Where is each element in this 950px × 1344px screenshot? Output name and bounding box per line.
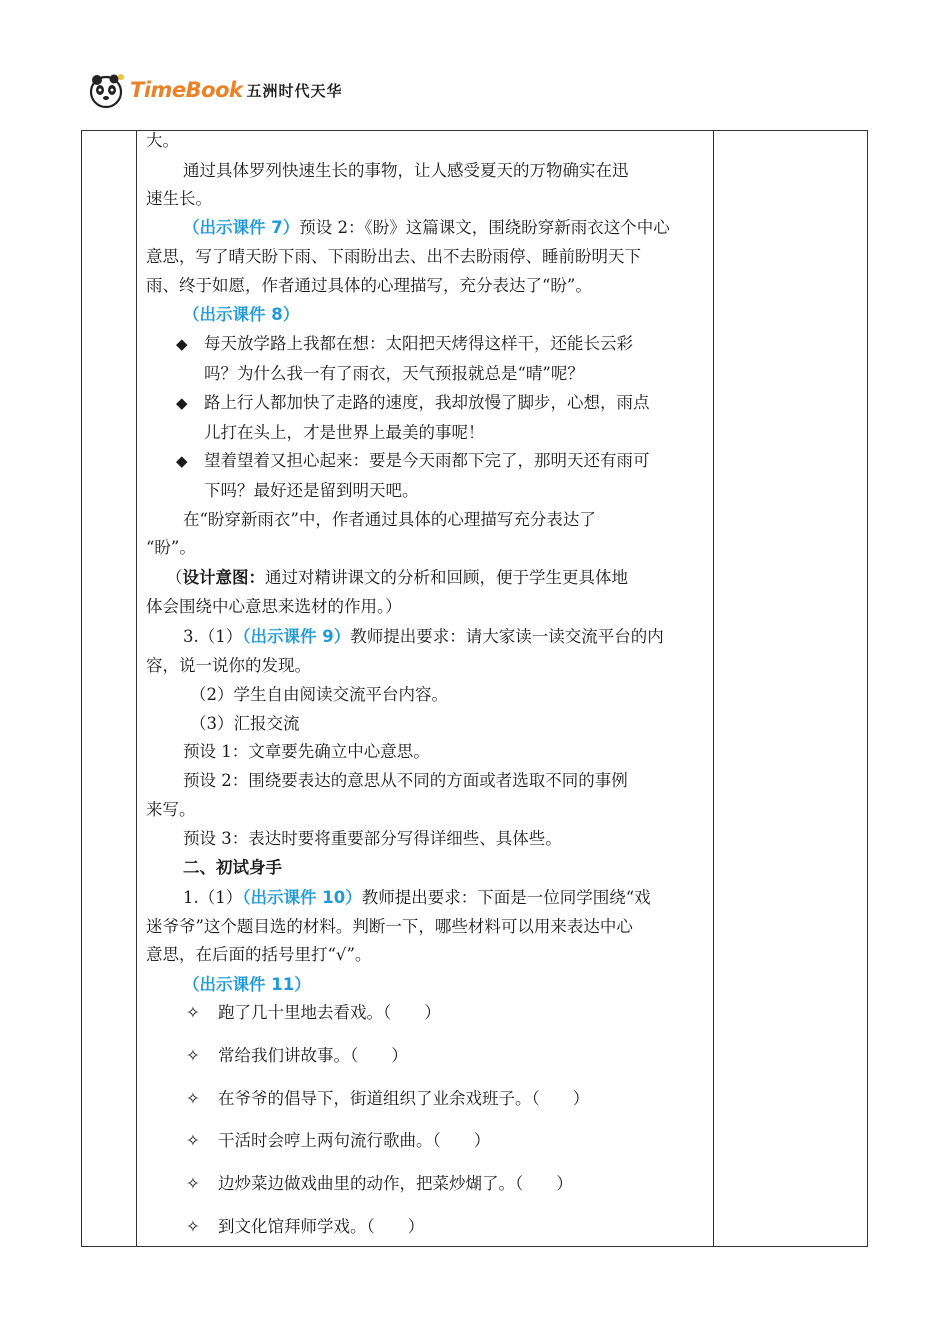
table-column-divider [136,131,137,1246]
text-line: 预设 2：围绕要表达的意思从不同的方面或者选取不同的事例 [183,771,628,790]
text-line: 1.（1）（出示课件 10）教师提出要求：下面是一位同学围绕“戏 [183,888,651,907]
brand-name: TimeBook [130,78,243,102]
courseware-tag: （出示课件 7） [183,218,300,237]
text-line [146,300,743,330]
text-line [146,970,743,1000]
list-item: ◆ 望着望着又担心起来：要是今天雨都下完了，那明天还有雨可 下吗？最好还是留到明天吧。 [176,446,706,506]
panda-logo-icon [88,71,126,109]
sparkle-bullet-icon: ✧ [186,1217,200,1236]
courseware-tag: （出示课件 8） [183,305,300,324]
option-item: ✧ 跑了几十里地去看戏。（ ） [186,998,441,1028]
text-line: 容，说一说你的发现。 [146,656,311,675]
section-heading: 二、初试身手 [183,858,282,877]
sparkle-bullet-icon: ✧ [186,1131,200,1150]
text-line: 体会围绕中心意思来选材的作用。） [146,597,402,616]
text-line: 意思，写了晴天盼下雨、下雨盼出去、出不去盼雨停、睡前盼明天下 [146,247,641,266]
option-item: ✧ 常给我们讲故事。（ ） [186,1041,408,1071]
brand-name-cn: 五洲时代天华 [246,81,343,100]
text-line: （设计意图：通过对精讲课文的分析和回顾，便于学生更具体地 [166,568,628,587]
text-line: 3.（1）（出示课件 9）教师提出要求：请大家读一读交流平台的内 [183,627,664,646]
text-line: 通过具体罗列快速生长的事物，让人感受夏天的万物确实在迅 [183,161,629,180]
text-line: 在“盼穿新雨衣”中，作者通过具体的心理描写充分表达了 [183,510,596,529]
list-item: ◆ 路上行人都加快了走路的速度，我却放慢了脚步，心想，雨点 儿打在头上，才是世界上最美的事呢！ [176,388,706,448]
text-line: 来写。 [146,800,196,819]
text-line: 雨、终于如愿，作者通过具体的心理描写，充分表达了“盼”。 [146,276,592,295]
option-item: ✧ 在爷爷的倡导下，街道组织了业余戏班子。（ ） [186,1084,589,1114]
text-line: 意思，在后面的括号里打“√”。 [146,945,372,964]
diamond-bullet-icon: ◆ [176,335,188,353]
list-item: ◆ 每天放学路上我都在想：太阳把天烤得这样干，还能长云彩 吗？为什么我一有了雨衣，天气预报就总是“晴”呢？ [176,329,706,389]
diamond-bullet-icon: ◆ [176,452,188,470]
courseware-tag: （出示课件 10） [242,888,362,907]
option-item: ✧ 干活时会哼上两句流行歌曲。（ ） [186,1126,490,1156]
sparkle-bullet-icon: ✧ [186,1174,200,1193]
courseware-tag: （出示课件 11） [183,975,311,994]
diamond-bullet-icon: ◆ [176,394,188,412]
sparkle-bullet-icon: ✧ [186,1089,200,1108]
text-line: 速生长。 [146,189,212,208]
option-item: ✧ 边炒菜边做戏曲里的动作，把菜炒煳了。（ ） [186,1169,573,1199]
sparkle-bullet-icon: ✧ [186,1046,200,1065]
option-item: ✧ 到文化馆拜师学戏。（ ） [186,1212,424,1242]
design-intent-label: 设计意图： [182,568,265,587]
text-line: 迷爷爷”这个题目选的材料。判断一下，哪些材料可以用来表达中心 [146,917,633,936]
text-line: （3）汇报交流 [190,714,300,733]
brand-logo [88,68,343,112]
text-line: “盼”。 [146,538,196,557]
text-line: 预设 3：表达时要将重要部分写得详细些、具体些。 [183,829,562,848]
courseware-tag: （出示课件 9） [242,627,351,646]
text-line: 预设 1：文章要先确立中心意思。 [183,742,430,761]
text-line: （出示课件 7）预设 2：《盼》这篇课文，围绕盼穿新雨衣这个中心 [183,218,670,237]
text-line: 大。 [146,131,179,150]
sparkle-bullet-icon: ✧ [186,1003,200,1022]
text-line: （2）学生自由阅读交流平台内容。 [190,685,448,704]
